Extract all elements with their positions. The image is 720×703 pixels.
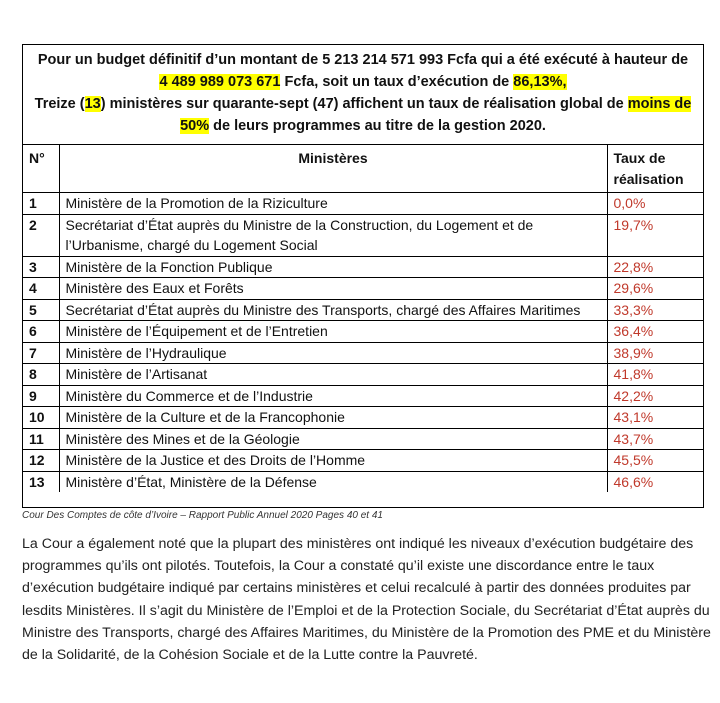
header-text-2: Fcfa, soit un taux d’exécution de [280,74,514,90]
table-row [23,256,703,278]
table-row [23,278,703,300]
row-ministry: Ministère de la Fonction Publique [59,256,607,278]
row-number: 11 [23,428,59,450]
header-line-1 [31,49,695,71]
row-number: 12 [23,450,59,472]
source-caption: Cour Des Comptes de côte d’Ivoire – Rapport Public Annuel 2020 Pages 40 et 41 [22,510,383,521]
body-paragraph: La Cour a également noté que la plupart des ministères ont indiqué les niveaux d’exécution budgétaire des programmes qu’ils ont pilotés. Toutefois, la Cour a constaté qu’il existe une discordance entre le taux d’exécution budgétaire indiqué par certains ministères et celui recalculé à partir des données produites par lesdits Ministères. Il s’agit du Ministère de l’Emploi et de la Protection Sociale, du Secrétariat d’État auprès du Ministre des Transports, chargé des Affaires Maritimes, du Ministère de la Promotion des PME et du Ministère de la Solidarité, de la Cohésion Sociale et de la Lutte contre la Pauvreté. [22,536,711,664]
row-number: 10 [23,407,59,429]
row-rate: 29,6% [607,278,703,300]
header-text-3b: ) ministères sur quarante-sept (47) affichent un taux de réalisation global de [100,96,628,112]
threshold-highlight-a: moins de [627,96,692,112]
row-ministry: Ministère des Mines et de la Géologie [59,428,607,450]
row-ministry: Ministère de la Culture et de la Francophonie [59,407,607,429]
row-rate: 0,0% [607,193,703,215]
table-row [23,385,703,407]
row-rate: 43,7% [607,428,703,450]
row-rate: 46,6% [613,473,654,490]
table-row [23,471,703,492]
row-number: 1 [23,193,59,215]
row-ministry: Ministère de la Promotion de la Riziculture [59,193,607,215]
rate-header-line-1: Taux de [613,150,666,166]
table-header-row [23,145,703,193]
row-ministry: Ministère d’État, Ministère de la Défense [59,471,607,492]
row-rate: 33,3% [607,299,703,321]
table-row [23,407,703,429]
row-number: 6 [23,321,59,343]
row-number: 2 [23,214,59,256]
executed-amount-highlight: 4 489 989 073 671 [159,74,281,90]
report-table-frame [22,44,704,508]
header-line-3 [31,93,695,115]
header-line-4 [31,115,695,137]
table-row [23,299,703,321]
header-text-4: de leurs programmes au titre de la gestion 2020. [209,118,546,134]
row-number: 5 [23,299,59,321]
rate-header-line-2: réalisation [613,171,684,187]
row-number: 7 [23,342,59,364]
row-rate: 43,1% [607,407,703,429]
row-number: 13 [23,471,59,492]
row-rate: 19,7% [607,214,703,256]
table-row [23,364,703,386]
column-header-ministries: Ministères [59,145,607,193]
threshold-highlight-b: 50% [180,118,210,134]
row-rate: 38,9% [607,342,703,364]
table-body [23,193,703,493]
row-rate: 41,8% [607,364,703,386]
row-rate: 22,8% [607,256,703,278]
row-number: 3 [23,256,59,278]
table-row [23,342,703,364]
row-ministry: Ministère du Commerce et de l’Industrie [59,385,607,407]
table-row [23,450,703,472]
row-number: 4 [23,278,59,300]
row-ministry: Ministère de l’Équipement et de l’Entretien [59,321,607,343]
header-text-3a: Treize ( [34,96,85,112]
row-rate: 42,2% [607,385,703,407]
row-ministry: Ministère de l’Artisanat [59,364,607,386]
row-ministry: Ministère de l’Hydraulique [59,342,607,364]
row-ministry: Ministère de la Justice et des Droits de l’Homme [59,450,607,472]
column-header-number: N° [23,145,59,193]
execution-rate-highlight: 86,13%, [513,74,567,90]
row-ministry: Secrétariat d’État auprès du Ministre des Transports, chargé des Affaires Maritimes [59,299,607,321]
row-ministry: Secrétariat d’État auprès du Ministre de la Construction, du Logement et de l’Urbanisme, chargé du Logement Social [59,214,607,256]
table-row [23,428,703,450]
row-number: 9 [23,385,59,407]
row-rate: 45,5% [607,450,703,472]
row-ministry: Ministère des Eaux et Forêts [59,278,607,300]
table-row [23,214,703,256]
table-row [23,321,703,343]
table-row [23,193,703,215]
ministries-table [23,145,703,492]
column-header-rate [607,145,703,193]
row-rate: 36,4% [607,321,703,343]
summary-header [23,45,703,145]
header-text-1: Pour un budget définitif d’un montant de 5 213 214 571 993 Fcfa qui a été exécuté à hauteur de [37,52,689,68]
count-highlight: 13 [84,96,101,112]
row-number: 8 [23,364,59,386]
header-line-2 [31,71,695,93]
